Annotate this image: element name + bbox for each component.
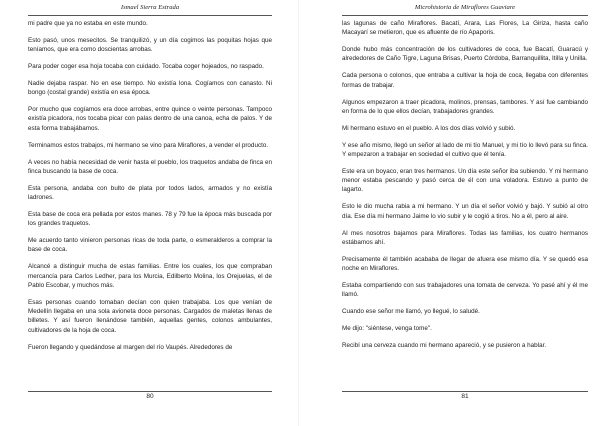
paragraph: Cuando ese señor me llamó, yo llegué, lo saludé. bbox=[342, 308, 480, 316]
paragraph: Recibí una cerveza cuando mi hermano apareció, y se pusieron a hablar. bbox=[342, 341, 547, 349]
paragraph: Terminamos estos trabajos, mi hermano se vino para Miraflores, a vender el producto. bbox=[28, 141, 269, 149]
paragraph: Cada persona o colonos, que entraba a cultivar la hoja de coca, llegaba con diferentes formas de trabajar. bbox=[342, 72, 588, 89]
paragraph: Algunos empezaron a traer picadora, molinos, prensas, tambores. Y así fue cambiando en forma de lo que ellos decían, trabajadores grandes. bbox=[342, 98, 588, 115]
paragraph: Me acuerdo tanto vinieron personas ricas de toda parte, o esmeralderos a comprar la base de coca. bbox=[28, 237, 272, 254]
paragraph: Donde hubo más concentración de los cultivadores de coca, fue Bacatí, Guaracú y alrededores de Caño Tigre, Laguna Brisas, Puerto Córdoba, Barranquillita, Itilla y Unilla. bbox=[342, 46, 588, 63]
left-page-body bbox=[22, 16, 278, 352]
paragraph: Esto le dio mucha rabia a mi hermano. Y un día el señor volvió y bajó. Y subió al otro día. Ese día mi hermano Jaime lo vio subir y le cogió a tiros. No a él, pero al aire. bbox=[342, 203, 588, 220]
right-page-number: 81 bbox=[342, 391, 588, 400]
paragraph: Por mucho que cogíamos era doce arrobas, entre quince o veinte personas. Tampoco existía picadora, nos tocaba picar con palas dentro de una canoa, echa de palos. Y de esta forma trabajábamos. bbox=[28, 106, 272, 132]
paragraph: Nadie dejaba raspar. No en ese tiempo. No existía lona. Cogíamos con canasto. Ni bongo (costal grande) existía en esa época. bbox=[28, 79, 272, 97]
right-page-body bbox=[336, 16, 594, 350]
left-page bbox=[22, 0, 278, 426]
paragraph: Esas personas cuando tomaban decían con quien trabajaba. Los que venían de Medellín llegaba en una sola avioneta doce personas. Cargados de maletas llenas de billetes. Y así fueron llenándose también, aquellas gentes, colonos ambulantes, cultivadores de la hoja de coca. bbox=[28, 298, 272, 334]
paragraph: Esta base de coca era pellada por estos manes. 78 y 79 fue la época más buscada por los grandes traquetos. bbox=[28, 210, 272, 228]
paragraph: Para poder coger esa hoja tocaba con cuidado. Tocaba coger hojeados, no raspado. bbox=[28, 63, 264, 71]
left-page-header: Ismael Sierra Estrada bbox=[28, 0, 272, 16]
paragraph: Esta persona, andaba con bulto de plata por todos lados, armados y no existía ladrones. bbox=[28, 184, 272, 202]
paragraph: Este era un boyaco, eran tres hermanos. Un día este señor iba subiendo. Y mi hermano menor estaba pescando y pasó cerca de él con una voladora. Estuvo a punto de lagarto. bbox=[342, 167, 588, 194]
paragraph: A veces no había necesidad de venir hasta el pueblo, los traquetos andaba de finca en finca buscando la base de coca. bbox=[28, 158, 272, 175]
paragraph: Mi hermano estuvo en el pueblo. A los dos días volvió y subió. bbox=[342, 124, 516, 132]
paragraph: mi padre que ya no estaba en este mundo. bbox=[28, 20, 148, 27]
paragraph: Esto pasó, unos mesecitos. Se tranquilizó, y un día cogimos las poquitas hojas que teníamos, que era como doscientas arrobas. bbox=[28, 36, 272, 54]
paragraph: Fueron llegando y quedándose al margen del río Vaupés. Alrededores de bbox=[28, 343, 233, 351]
right-page bbox=[336, 0, 594, 426]
paragraph: Me dijo: "siéntese, venga tome". bbox=[342, 324, 432, 332]
right-page-header: Microhistoria de Miraflores Guaviare bbox=[342, 0, 588, 16]
paragraph: Y ese año mismo, llegó un señor al lado de mi tío Manuel, y mi tío lo llevó para su finca. Y empezaron a trabajar en sociedad el cultivo que él tenía. bbox=[342, 141, 588, 158]
paragraph: las lagunas de caño Miraflores. Bacatí, Arara, Las Flores, La Giriza, hasta caño Macayarí se metieron, que es afluente de río Apaporis. bbox=[342, 20, 588, 37]
book-gutter bbox=[298, 0, 299, 426]
paragraph: Precisamente él también acababa de llegar de afuera ese mismo día. Y se quedó esa noche en Miraflores. bbox=[342, 255, 588, 272]
paragraph: Estaba compartiendo con sus trabajadores una tomata de cerveza. Yo pasé ahí y él me llamó. bbox=[342, 281, 588, 299]
left-page-number: 80 bbox=[28, 391, 272, 400]
paragraph: Al mes nosotros bajamos para Miraflores. Todas las familias, los cuatro hermanos estábamos ahí. bbox=[342, 229, 588, 246]
paragraph: Alcancé a distinguir mucha de estas familias. Entre los cuales, los que compraban mercancía para Carlos Ledher, para los Murcia, Edilberto Molina, los Orejuelas, el de Pablo Escobar, y muchos más. bbox=[28, 263, 272, 289]
